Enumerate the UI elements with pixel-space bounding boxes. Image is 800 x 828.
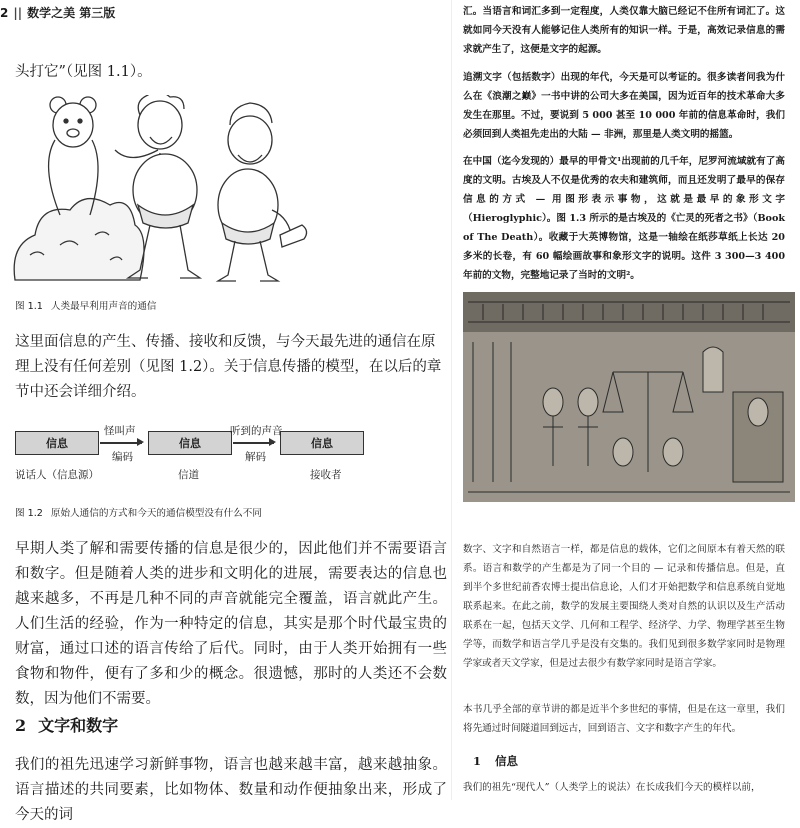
figure-1-2-caption — [15, 505, 262, 519]
diagram-box-channel: 信息 — [148, 431, 232, 455]
book-title: 数学之美 第三版 — [27, 6, 116, 20]
section-heading — [15, 713, 118, 736]
paragraph-communication: 这里面信息的产生、传播、接收和反馈，与今天最先进的通信在原理上没有任何差别（见图 1.2）。关于信息传播的模型，在以后的章节中还会详细介绍。 — [15, 334, 442, 400]
paragraph-vocab: 汇。当语言和词汇多到一定程度，人类仅靠大脑已经记不住所有词汇了。这就如同今天没有人能够记住人类所有的知识一样。于是，高效记录信息的需求就产生了，这便是文字的起源。 — [463, 6, 785, 55]
paragraph-ancestors: 我们的祖先“现代人”（人类学上的说法）在长成我们今天的模样以前， — [463, 782, 761, 793]
diagram-label-receiver: 接收者 — [310, 469, 342, 481]
paragraph-bottom: 我们的祖先迅速学习新鲜事物，语言也越来越丰富，越来越抽象。语言描述的共同要素，比如物体、数量和动作便抽象出来，形成了今天的词 — [15, 757, 447, 823]
diagram-arrow-2 — [233, 442, 274, 444]
section-title: 文字和数字 — [38, 716, 119, 735]
right-page — [455, 0, 800, 800]
diagram-label-decode: 解码 — [245, 451, 266, 463]
paragraph-early-humans: 早期人类了解和需要传播的信息是很少的，因此他们并不需要语言和数字。但是随着人类的进步和文明化的进展，需要表达的信息也越来越多，不再是几种不同的声音就能完全覆盖，语言就此产生。人们生活的经验，作为一种特定的信息，其实是那个时代最宝贵的财富，通过口述的语言传给了后代。同时，由于人类开始拥有一些食物和物件，便有了多和少的概念。很遗憾，那时的人类还不会数数，因为他们不需要。 — [15, 541, 447, 707]
section-number: 1 — [473, 754, 482, 768]
caption-text: 人类最早利用声音的通信 — [50, 301, 157, 312]
header-separator: || — [13, 6, 23, 20]
running-header — [0, 4, 115, 21]
figure-1-1-caption — [15, 298, 156, 312]
paragraph-egypt: 在中国（迄今发现的）最早的甲骨文¹出现前的几千年，尼罗河流域就有了高度的文明。古埃及人不仅是优秀的农夫和建筑师，而且还发明了最早的保存信息的方式 — 用图形表示事物，这就是最早的象形文字（Hieroglyphic）。图 1.3 所示的是古埃及的《亡灵的死者之书》（Book of The Death）。收藏于大英博物馆，这是一轴绘在纸莎草纸上长达 20 多米的长卷，有 60 幅绘画故事和象形文字的说明。这件 3 300—3 400 年前的文物，完整地记录了当时的文明²。 — [463, 156, 785, 281]
diagram-box-source: 信息 — [15, 431, 99, 455]
diagram-box-receiver: 信息 — [280, 431, 364, 455]
section-heading — [473, 753, 518, 769]
diagram-label-heard-sound: 听到的声音 — [230, 425, 283, 437]
section-title: 信息 — [495, 754, 519, 768]
paragraph-numbers-language: 数字、文字和自然语言一样，都是信息的载体，它们之间原本有着天然的联系。语言和数学的产生都是为了同一个目的 — 记录和传播信息。但是，直到半个多世纪前香农博士提出信息论，人们才开始把数学和信息系统自觉地联系起来。在此之前，数学的发展主要围绕人类对自然的认识以及生产活动联系在一起，包括天文学、几何和工程学、经济学、力学、物理学甚至生物学等，而数学和语言学几乎是没有交集的。我们见到很多数学家同时是物理学家或者天文学家，但是过去很少有数学家同时是语言学家。 — [463, 544, 785, 669]
section-number: 2 — [15, 716, 27, 735]
caveman-cartoon-illustration — [10, 95, 310, 285]
diagram-arrow-1 — [100, 442, 142, 444]
paragraph-chapter-intro: 本书几乎全部的章节讲的都是近半个多世纪的事情，但是在这一章里，我们将先通过时间隧道回到远古，回到语言、文字和数字产生的年代。 — [463, 704, 785, 734]
page-gutter — [451, 0, 452, 800]
page-number: 2 — [0, 6, 9, 20]
paragraph-top: 头打它”（见图 1.1）。 — [15, 64, 152, 80]
paragraph-writing-origins: 追溯文字（包括数字）出现的年代，今天是可以考证的。很多读者问我为什么在《浪潮之巅》一书中讲的公司大多在美国，因为近百年的技术革命大多发生在那里。不过，要说到 5 000 甚至 10 000 年前的信息革命时，我们必须回到人类祖先走出的大陆 — 非洲，那里是人类文明的摇篮。 — [463, 72, 785, 140]
diagram-label-speaker: 说话人（信息源） — [15, 469, 99, 481]
figure-number: 图 1.2 — [15, 508, 43, 519]
diagram-label-encode: 编码 — [112, 451, 133, 463]
figure-number: 图 1.1 — [15, 301, 43, 312]
diagram-label-shout: 怪叫声 — [104, 425, 136, 437]
caption-text: 原始人通信的方式和今天的通信模型没有什么不同 — [50, 508, 262, 519]
book-of-the-dead-papyrus-image — [463, 292, 795, 502]
diagram-label-channel: 信道 — [178, 469, 199, 481]
